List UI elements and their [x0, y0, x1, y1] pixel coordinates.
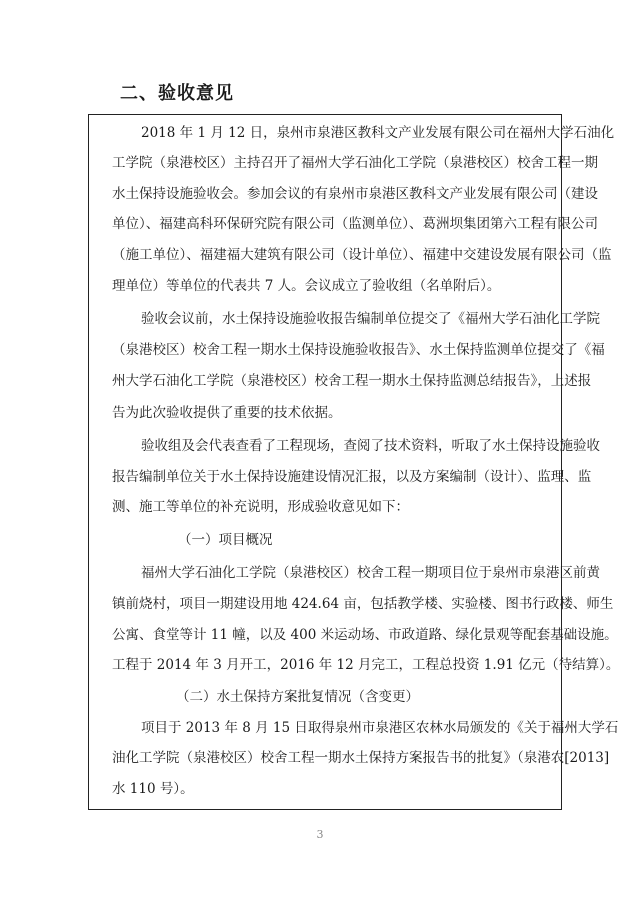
paragraph-line: 单位）、福建高科环保研究院有限公司（监测单位）、葛洲坝集团第六工程有限公司 [112, 216, 598, 232]
subsection-title: （一）项目概况 [178, 532, 273, 548]
paragraph-line: 测、施工等单位的补充说明，形成验收意见如下： [112, 499, 409, 515]
paragraph-line: 公寓、食堂等计 11 幢，以及 400 米运动场、市政道路、绿化景观等配套基础设施。 [112, 627, 618, 643]
paragraph-line: 工程于 2014 年 3 月开工，2016 年 12 月完工，工程总投资 1.91 亿元（待结算）。 [112, 657, 620, 673]
page-number: 3 [316, 828, 324, 841]
paragraph-line: 理单位）等单位的代表共 7 人。会议成立了验收组（名单附后）。 [112, 278, 501, 294]
paragraph-line: 福州大学石油化工学院（泉港校区）校舍工程一期项目位于泉州市泉港区前黄 [141, 565, 600, 581]
paragraph-line: 报告编制单位关于水土保持设施建设情况汇报，以及方案编制（设计）、监理、监 [112, 469, 592, 485]
paragraph-line: 水 110 号）。 [112, 781, 194, 797]
section-heading: 二、验收意见 [120, 83, 234, 104]
paragraph-line: 镇前烧村，项目一期建设用地 424.64 亩，包括教学楼、实验楼、图书行政楼、师生 [112, 596, 614, 612]
paragraph-line: 项目于 2013 年 8 月 15 日取得泉州市泉港区农林水局颁发的《关于福州大学石 [141, 720, 619, 736]
paragraph-line: 验收会议前，水土保持设施验收报告编制单位提交了《福州大学石油化工学院 [141, 311, 600, 327]
paragraph-line: 油化工学院（泉港校区）校舍工程一期水土保持方案报告书的批复》（泉港农[2013] [112, 750, 610, 766]
paragraph-line: 2018 年 1 月 12 日，泉州市泉港区教科文产业发展有限公司在福州大学石油化 [141, 125, 615, 141]
paragraph-line: 水土保持设施验收会。参加会议的有泉州市泉港区教科文产业发展有限公司（建设 [112, 186, 598, 202]
paragraph-line: 工学院（泉港校区）主持召开了福州大学石油化工学院（泉港校区）校舍工程一期 [112, 155, 598, 171]
paragraph-line: 验收组及会代表查看了工程现场，查阅了技术资料，听取了水土保持设施验收 [141, 438, 600, 454]
paragraph-line: （泉港校区）校舍工程一期水土保持设施验收报告》、水土保持监测单位提交了《福 [112, 342, 605, 358]
subsection-title: （二）水土保持方案批复情况（含变更） [176, 689, 419, 705]
paragraph-line: （施工单位）、福建福大建筑有限公司（设计单位）、福建中交建设发展有限公司（监 [112, 247, 612, 263]
paragraph-line: 告为此次验收提供了重要的技术依据。 [112, 405, 342, 421]
paragraph-line: 州大学石油化工学院（泉港校区）校舍工程一期水土保持监测总结报告》，上述报 [112, 373, 592, 389]
